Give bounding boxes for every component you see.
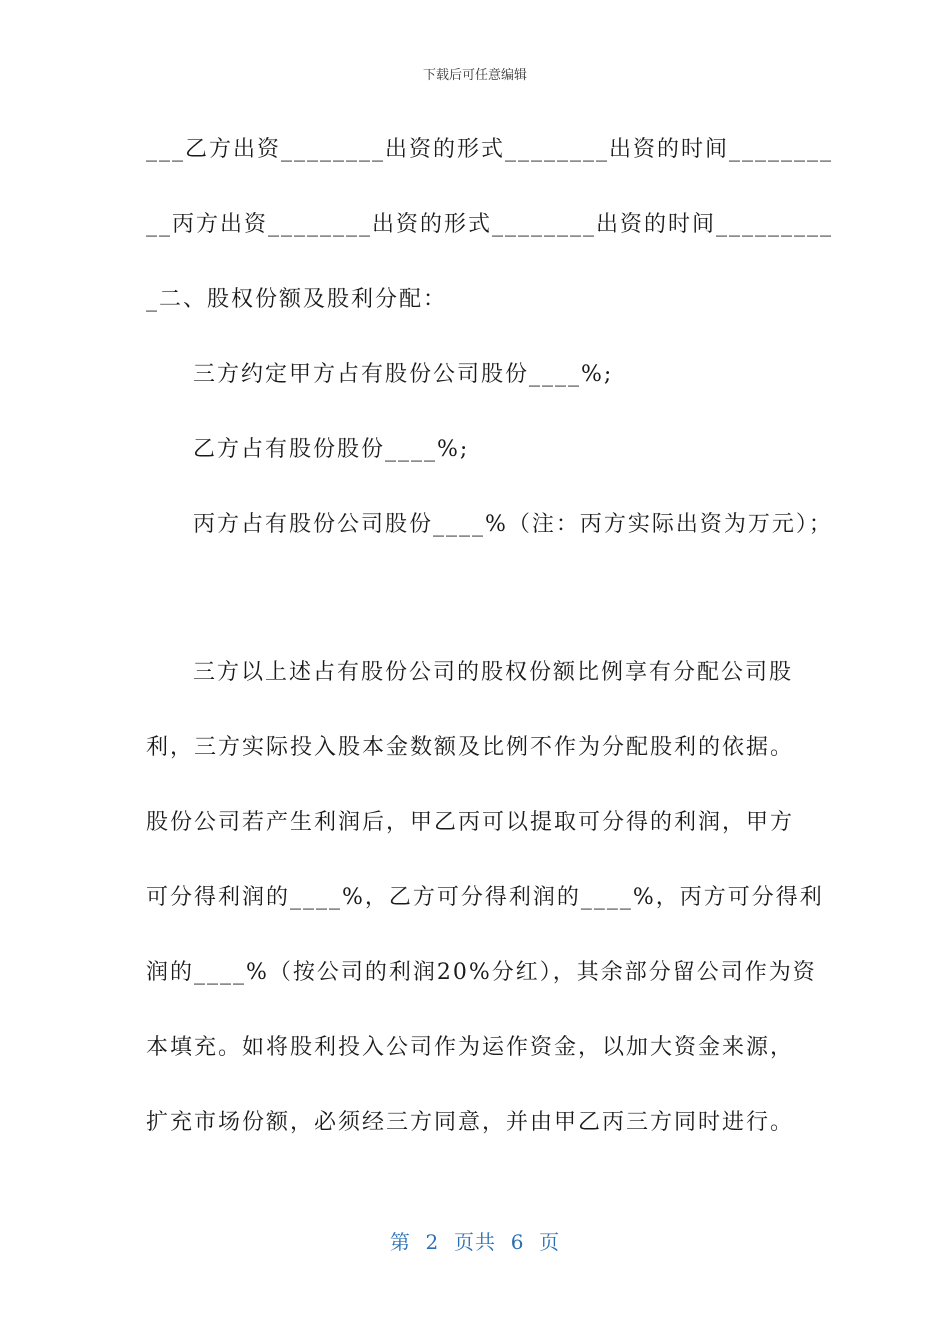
paragraph-line-5: 润的____%（按公司的利润20%分红），其余部分留公司作为资: [146, 960, 817, 985]
text-line-jia-share: 三方约定甲方占有股份公司股份____%;: [193, 362, 614, 387]
section-heading-equity-distribution: _二、股权份额及股利分配：: [146, 287, 448, 312]
text-line-bing-share: 丙方占有股份公司股份____%（注：丙方实际出资为万元）；: [193, 512, 833, 537]
page-header-note: 下载后可任意编辑: [422, 68, 527, 83]
text-line-bing-contribution: __丙方出资________出资的形式________出资的时间_________: [146, 212, 834, 237]
page-number-footer: 第 2 页共 6 页: [389, 1230, 561, 1254]
paragraph-line-7: 扩充市场份额，必须经三方同意，并由甲乙丙三方同时进行。: [146, 1110, 795, 1135]
paragraph-line-3: 股份公司若产生利润后，甲乙丙可以提取可分得的利润，甲方: [146, 810, 795, 835]
paragraph-line-2: 利，三方实际投入股本金数额及比例不作为分配股利的依据。: [146, 735, 795, 760]
text-line-yi-contribution: ___乙方出资________出资的形式________出资的时间________: [146, 137, 834, 162]
paragraph-line-4: 可分得利润的____%，乙方可分得利润的____%，丙方可分得利: [146, 885, 824, 910]
paragraph-line-6: 本填充。如将股利投入公司作为运作资金，以加大资金来源，: [146, 1035, 795, 1060]
text-line-yi-share: 乙方占有股份股份____%;: [193, 437, 470, 462]
paragraph-line-1: 三方以上述占有股份公司的股权份额比例享有分配公司股: [193, 660, 794, 685]
